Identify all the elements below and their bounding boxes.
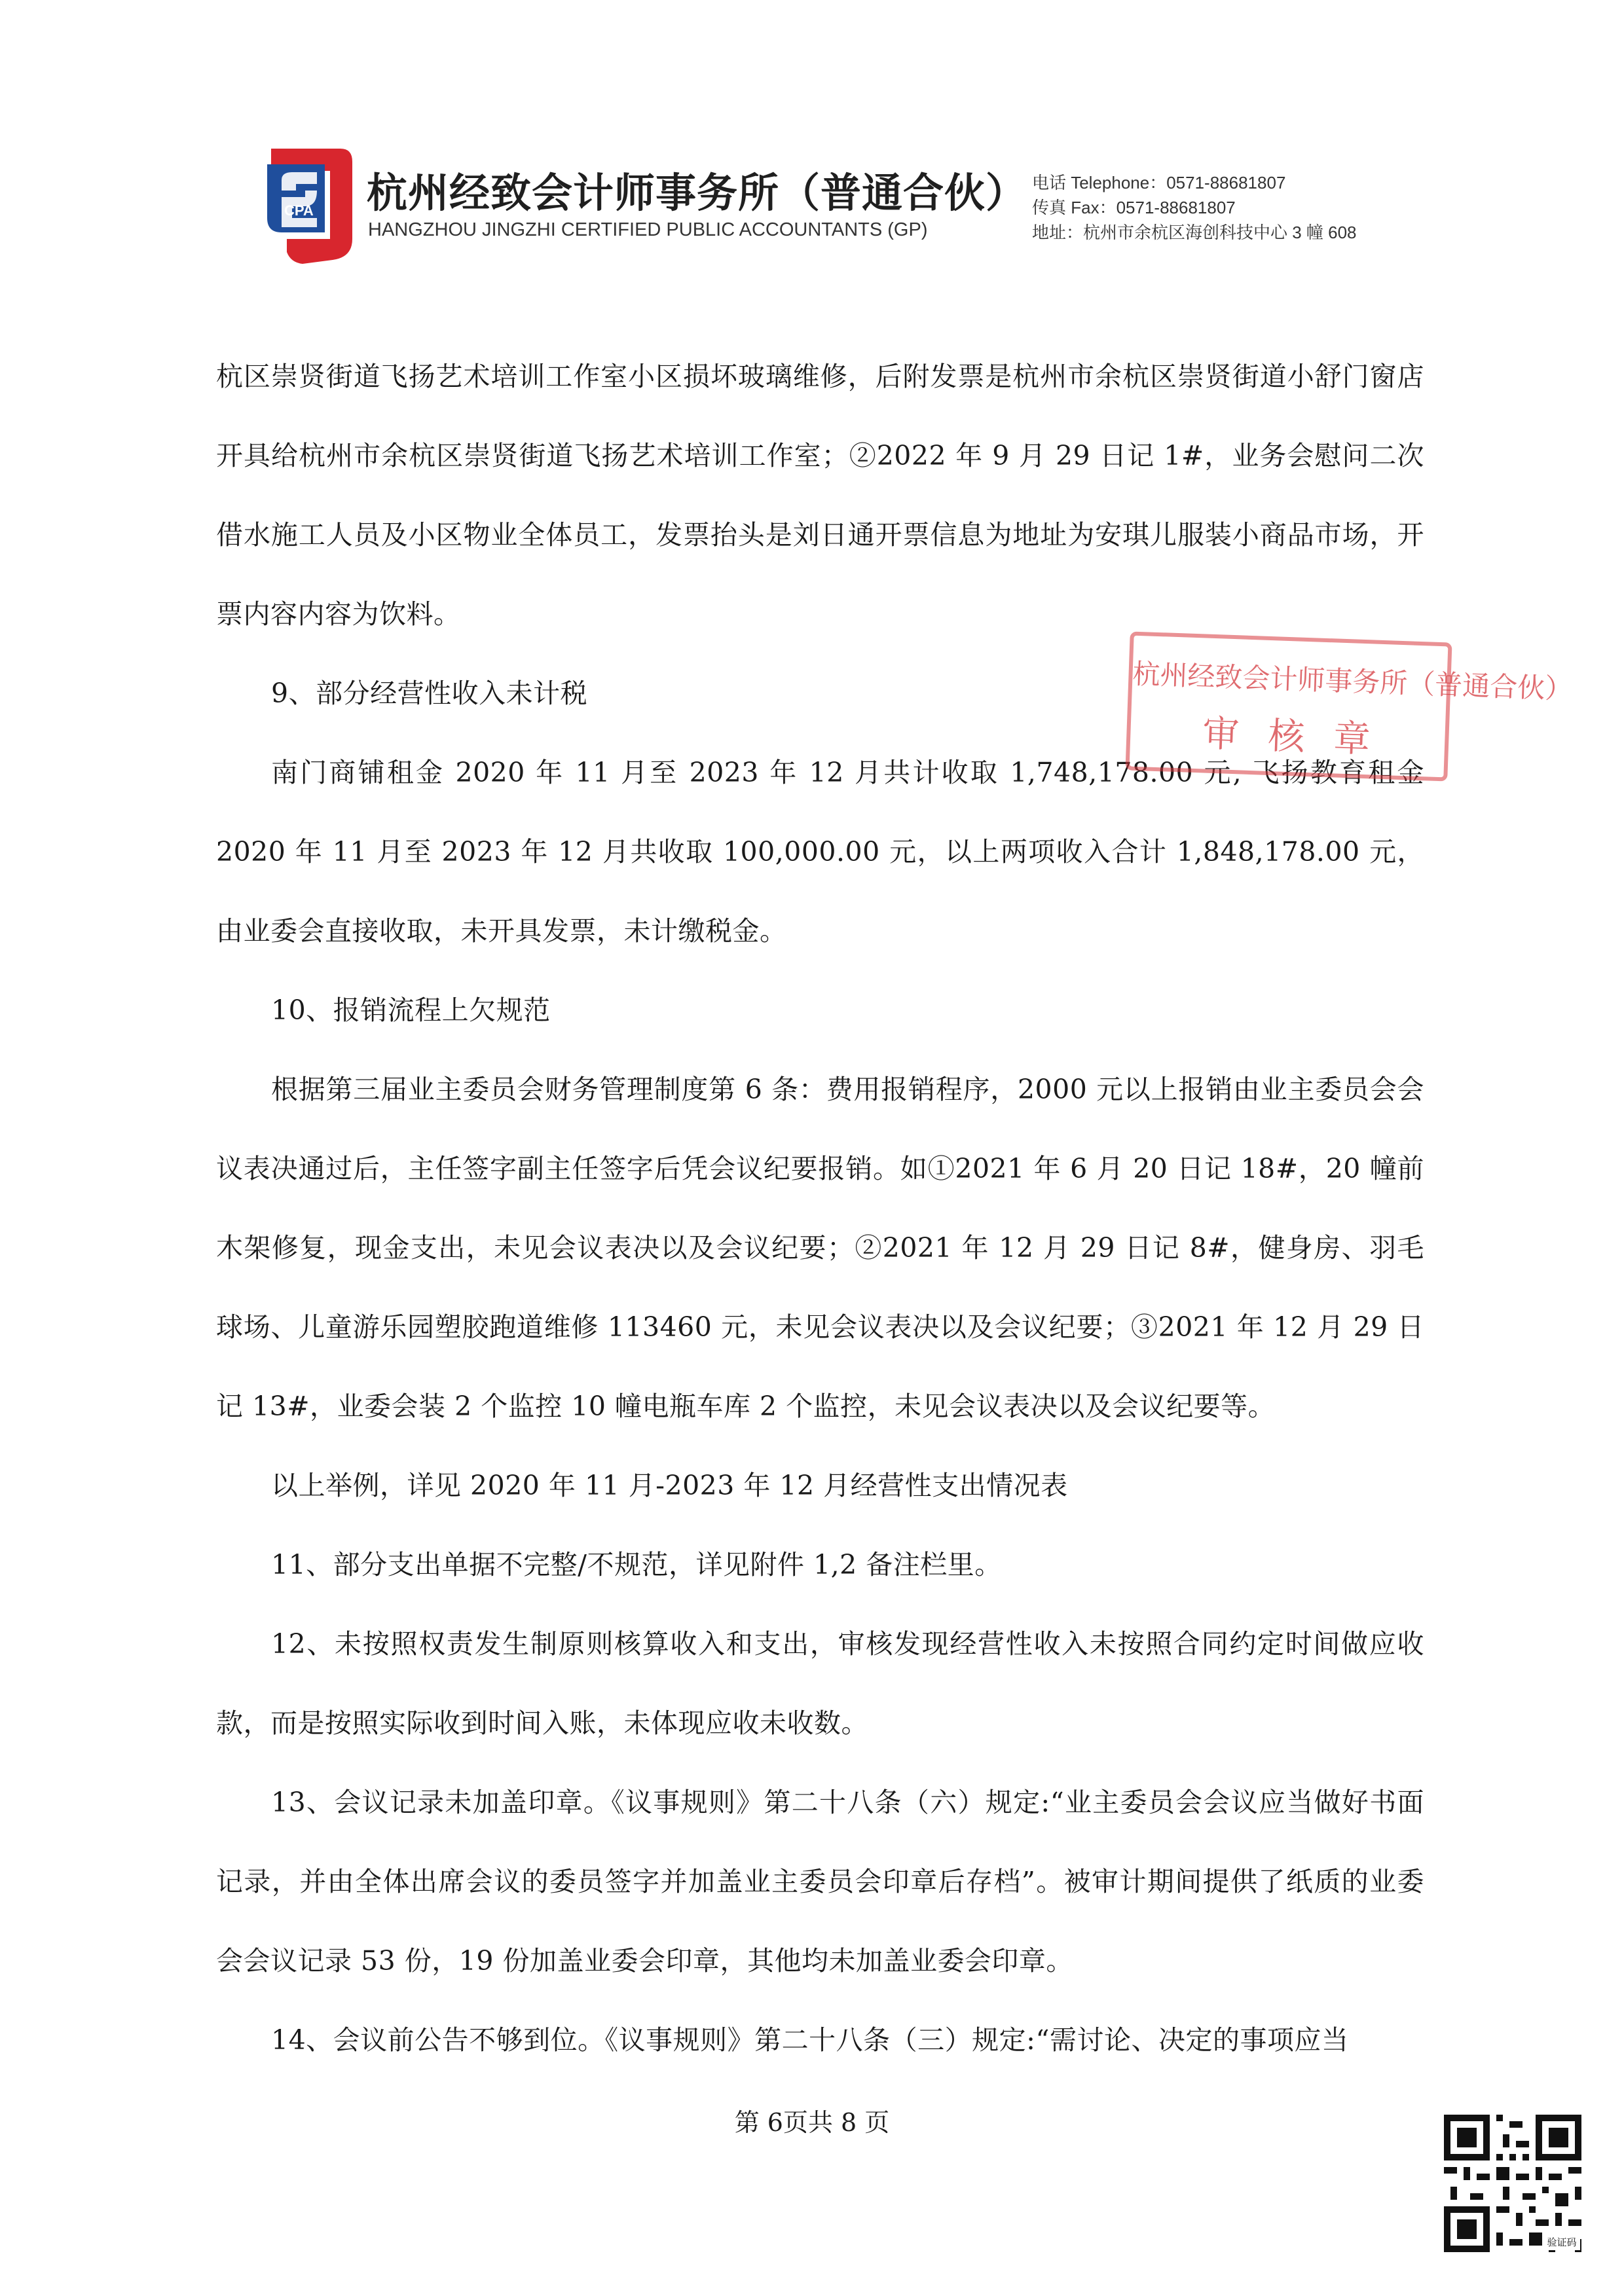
- paragraph: 杭区崇贤街道飞扬艺术培训工作室小区损坏玻璃维修，后附发票是杭州市余杭区崇贤街道小舒门窗店开具给杭州市余杭区崇贤街道飞扬艺术培训工作室；②2022 年 9 月 29 日记 1#，业务会慰问二次借水施工人员及小区物业全体员工，发票抬头是刘日通开票信息为地址为安琪儿服装小商品市场，开票内容内容为饮料。: [216, 361, 1424, 630]
- phone-line: 电话 Telephone：0571-88681807: [1032, 173, 1286, 192]
- page-number: 第 6页共 8 页: [734, 2108, 890, 2137]
- document-body: [216, 337, 1424, 2080]
- firm-name-en: HANGZHOU JINGZHI CERTIFIED PUBLIC ACCOUNTANTS (GP): [368, 219, 928, 240]
- qr-code-icon: [1444, 2115, 1581, 2252]
- paragraph: 根据第三届业主委员会财务管理制度第 6 条：费用报销程序，2000 元以上报销由业主委员会会议表决通过后，主任签字副主任签字后凭会议纪要报销。如①2021 年 6 月 20 日记 18#，20 幢前木架修复，现金支出，未见会议表决以及会议纪要；②2021 年 12 月 29 日记 8#，健身房、羽毛球场、儿童游乐园塑胶跑道维修 113460 元，未见会议表决以及会议纪要；③2021 年 12 月 29 日记 13#，业委会装 2 个监控 10 幢电瓶车库 2 个监控，未见会议表决以及会议纪要等。: [216, 1074, 1424, 1422]
- qr-label: 验证码: [1547, 2236, 1577, 2248]
- section-heading-11: 11、部分支出单据不完整/不规范，详见附件 1,2 备注栏里。: [271, 1549, 1002, 1580]
- audit-seal-stamp: [1125, 631, 1574, 781]
- address-line: 地址：杭州市余杭区海创科技中心 3 幢 608: [1032, 223, 1357, 242]
- section-heading-13: 13、会议记录未加盖印章。《议事规则》第二十八条（六）规定:“业主委员会会议应当做好书面记录，并由全体出席会议的委员签字并加盖业主委员会印章后存档”。被审计期间提供了纸质的业委会会议记录 53 份，19 份加盖业委会印章，其他均未加盖业委会印章。: [216, 1787, 1424, 1977]
- cpa-logo-icon: [262, 141, 358, 265]
- stamp-title: 审核章: [1202, 712, 1400, 762]
- paragraph: 南门商铺租金 2020 年 11 月至 2023 年 12 月共计收取 1,748,178.00 元, 飞扬教育租金 2020 年 11 月至 2023 年 12 月共收取 100,000.00 元，以上两项收入合计 1,848,178.00 元，由业委会直接收取，未开具发票，未计缴税金。: [216, 757, 1424, 947]
- section-heading-9: 9、部分经营性收入未计税: [271, 678, 588, 709]
- section-heading-12: 12、未按照权责发生制原则核算收入和支出，审核发现经营性收入未按照合同约定时间做应收款，而是按照实际收到时间入账，未体现应收未收数。: [216, 1628, 1424, 1739]
- section-heading-14: 14、会议前公告不够到位。《议事规则》第二十八条（三）规定:“需讨论、决定的事项应当: [271, 2024, 1349, 2056]
- stamp-firm-name: 杭州经致会计师事务所（普通合伙）: [1132, 657, 1574, 706]
- contact-info: [1032, 170, 1357, 245]
- paragraph: 以上举例，详见 2020 年 11 月-2023 年 12 月经营性支出情况表: [271, 1470, 1068, 1501]
- section-heading-10: 10、报销流程上欠规范: [271, 994, 551, 1026]
- firm-name-cn: 杭州经致会计师事务所（普通合伙）: [367, 169, 1027, 217]
- letterhead: [262, 141, 1441, 278]
- fax-line: 传真 Fax：0571-88681807: [1032, 198, 1236, 217]
- logo-text: CPA: [284, 202, 314, 219]
